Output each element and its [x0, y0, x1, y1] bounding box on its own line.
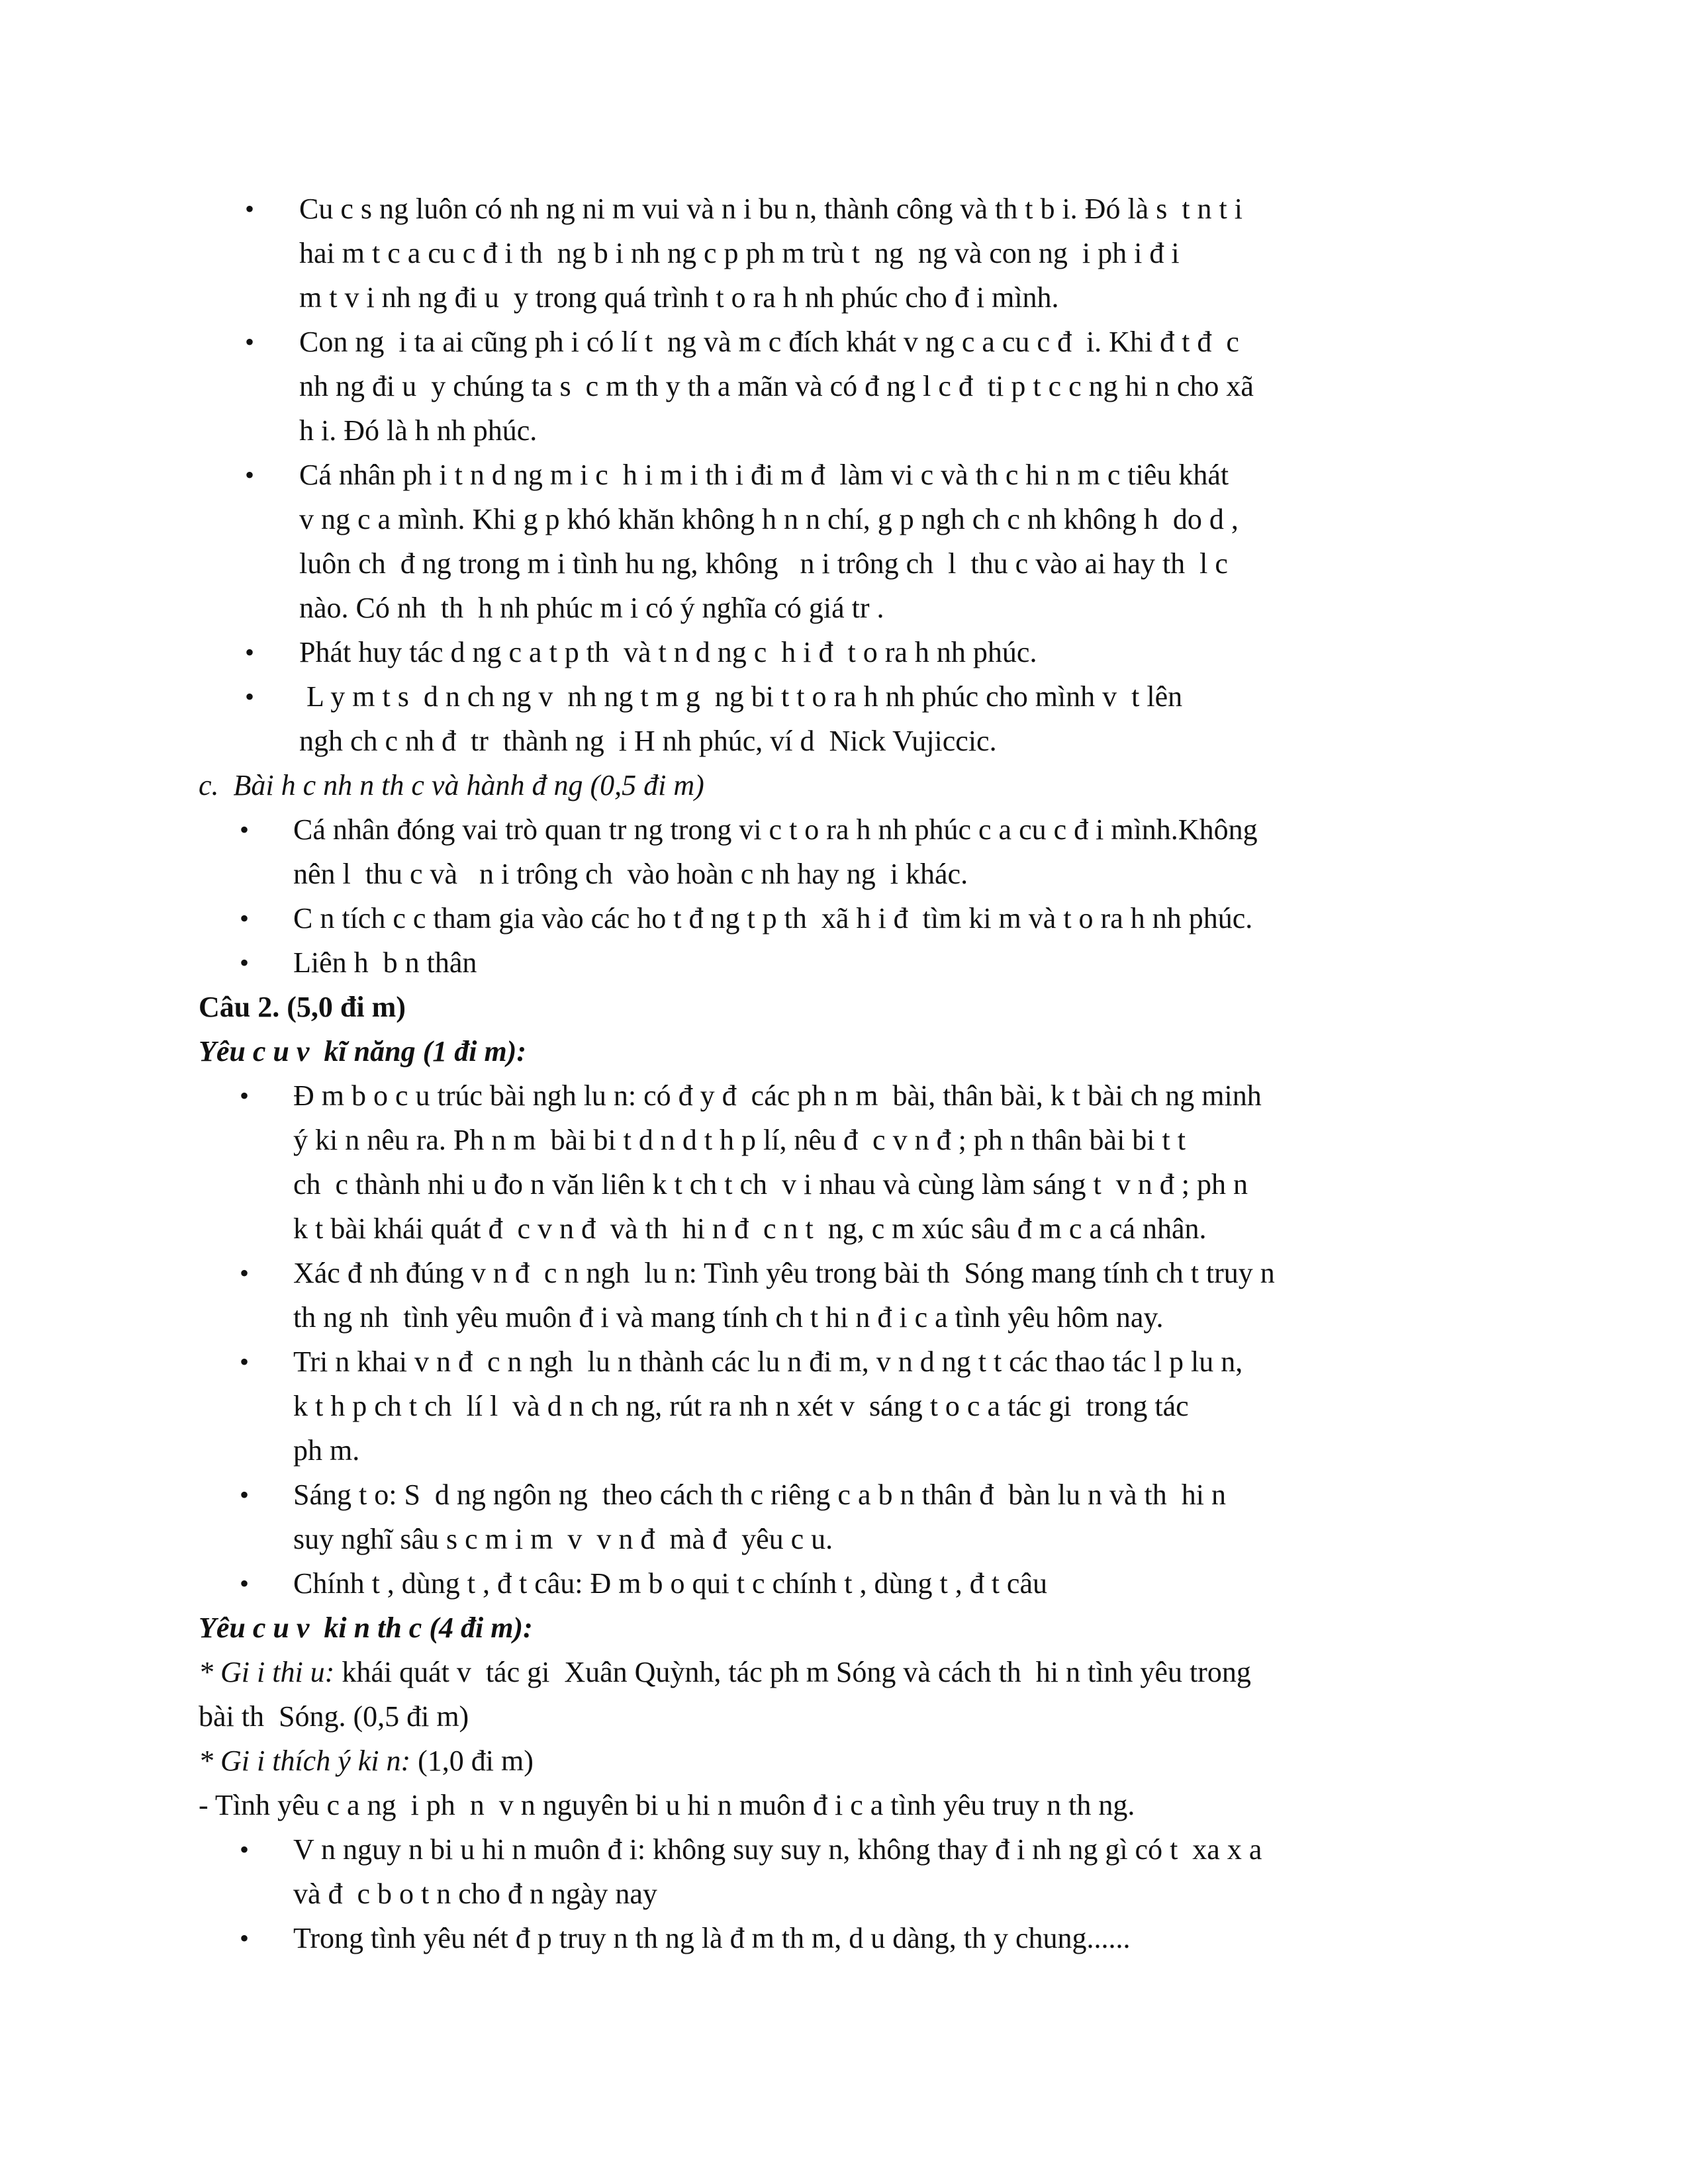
text-line: suy nghĩ sâu s c m i m v v n đ mà đ yêu c u.	[293, 1523, 833, 1555]
text-line: Phát huy tác d ng c a t p th và t n d ng c h i đ t o ra h nh phúc.	[299, 636, 1037, 668]
bullet-icon: •	[240, 1081, 250, 1111]
list-item	[199, 1916, 1489, 1960]
text-line: và đ c b o t n cho đ n ngày nay	[293, 1878, 657, 1910]
bullet-icon: •	[240, 903, 250, 933]
text-line: m t v i nh ng đi u y trong quá trình t o ra h nh phúc cho đ i mình.	[299, 281, 1059, 314]
list-item	[199, 807, 1489, 896]
cau2-heading: Câu 2. (5,0 đi m)	[199, 991, 406, 1023]
text-line: ph m.	[293, 1434, 360, 1467]
text-line: h i. Đó là h nh phúc.	[299, 414, 538, 447]
text-line: L y m t s d n ch ng v nh ng t m g ng bi t t o ra h nh phúc cho mình v t lên	[299, 680, 1183, 713]
section-c-heading: c. Bài h c nh n th c và hành đ ng (0,5 đi m)	[199, 769, 704, 801]
list-item	[199, 1340, 1489, 1473]
list-item	[199, 1827, 1489, 1916]
bullet-icon: •	[240, 948, 250, 978]
text-line: Cá nhân đóng vai trò quan tr ng trong vi c t o ra h nh phúc c a cu c đ i mình.Không	[293, 813, 1258, 846]
list-item	[199, 1073, 1489, 1251]
text-line: Cá nhân ph i t n d ng m i c h i m i th i đi m đ làm vi c và th c hi n m c tiêu khát	[299, 459, 1229, 491]
text-line: Liên h b n thân	[293, 946, 477, 979]
section-c-list	[199, 807, 1489, 985]
gioithieu-text: khái quát v tác gi Xuân Quỳnh, tác ph m Sóng và cách th hi n tình yêu trong	[334, 1656, 1251, 1688]
text-line: Tri n khai v n đ c n ngh lu n thành các lu n đi m, v n d ng t t các thao tác l p lu n,	[293, 1345, 1243, 1378]
text-line: nh ng đi u y chúng ta s c m th y th a mãn và có đ ng l c đ ti p t c c ng hi n cho xã	[299, 370, 1254, 402]
bullet-icon: •	[245, 637, 255, 667]
bullet-icon: •	[245, 682, 255, 711]
bullet-icon: •	[245, 327, 255, 357]
text-line: Xác đ nh đúng v n đ c n ngh lu n: Tình yêu trong bài th Sóng mang tính ch t truy n	[293, 1257, 1275, 1289]
bullet-icon: •	[240, 1835, 250, 1864]
gioithieu-text-cont: bài th Sóng. (0,5 đi m)	[199, 1700, 469, 1733]
kynang-list	[199, 1073, 1489, 1606]
text-line: Trong tình yêu nét đ p truy n th ng là đ m th m, d u dàng, th y chung......	[293, 1922, 1131, 1954]
list-item	[199, 896, 1489, 940]
document-body	[199, 187, 1489, 1960]
list-item	[199, 630, 1489, 674]
text-line: th ng nh tình yêu muôn đ i và mang tính ch t hi n đ i c a tình yêu hôm nay.	[293, 1301, 1164, 1334]
text-line: Sáng t o: S d ng ngôn ng theo cách th c riêng c a b n thân đ bàn lu n và th hi n	[293, 1479, 1226, 1511]
kynang-heading: Yêu c u v kĩ năng (1 đi m):	[199, 1035, 526, 1068]
bullet-icon: •	[245, 194, 255, 224]
text-line: Đ m b o c u trúc bài ngh lu n: có đ y đ các ph n m bài, thân bài, k t bài ch ng minh	[293, 1079, 1262, 1112]
list-item	[199, 674, 1489, 763]
gioithieu-paragraph	[199, 1650, 1489, 1694]
text-line: Con ng i ta ai cũng ph i có lí t ng và m c đích khát v ng c a cu c đ i. Khi đ t đ c	[299, 326, 1239, 358]
text-line: nên l thu c và n i trông ch vào hoàn c nh hay ng i khác.	[293, 858, 968, 890]
text-line: v ng c a mình. Khi g p khó khăn không h n n chí, g p ngh ch c nh không h do d ,	[299, 503, 1239, 535]
text-line: Cu c s ng luôn có nh ng ni m vui và n i bu n, thành công và th t b i. Đó là s t n t i	[299, 193, 1243, 225]
dash-line: - Tình yêu c a ng i ph n v n nguyên bi u hi n muôn đ i c a tình yêu truy n th ng.	[199, 1789, 1135, 1821]
text-line: V n nguy n bi u hi n muôn đ i: không suy suy n, không thay đ i nh ng gì có t xa x a	[293, 1833, 1262, 1866]
final-list	[199, 1827, 1489, 1960]
bullet-icon: •	[240, 1347, 250, 1377]
bullet-icon: •	[240, 1480, 250, 1510]
text-line: C n tích c c tham gia vào các ho t đ ng t p th xã h i đ tìm ki m và t o ra h nh phúc.	[293, 902, 1253, 934]
bullet-icon: •	[240, 1258, 250, 1288]
text-line: Chính t , dùng t , đ t câu: Đ m b o qui t c chính t , dùng t , đ t câu	[293, 1567, 1047, 1600]
text-line: ch c thành nhi u đo n văn liên k t ch t ch v i nhau và cùng làm sáng t v n đ ; ph n	[293, 1168, 1248, 1201]
bullet-icon: •	[245, 460, 255, 490]
giaithich-paragraph	[199, 1739, 1489, 1783]
list-item	[199, 453, 1489, 630]
text-line: ý ki n nêu ra. Ph n m bài bi t d n d t h p lí, nêu đ c v n đ ; ph n thân bài bi t t	[293, 1124, 1186, 1156]
bullet-icon: •	[240, 815, 250, 844]
list-item	[199, 1473, 1489, 1561]
text-line: k t bài khái quát đ c v n đ và th hi n đ c n t ng, c m xúc sâu đ m c a cá nhân.	[293, 1212, 1207, 1245]
text-line: hai m t c a cu c đ i th ng b i nh ng c p ph m trù t ng ng và con ng i ph i đ i	[299, 237, 1180, 269]
giaithich-label: * Gi i thích ý ki n:	[199, 1745, 411, 1777]
kienthuc-heading: Yêu c u v ki n th c (4 đi m):	[199, 1612, 533, 1644]
bullet-icon: •	[240, 1569, 250, 1598]
section1-list	[199, 187, 1489, 763]
text-line: nào. Có nh th h nh phúc m i có ý nghĩa có giá tr .	[299, 592, 884, 624]
text-line: ngh ch c nh đ tr thành ng i H nh phúc, ví d Nick Vujiccic.	[299, 725, 997, 757]
list-item	[199, 187, 1489, 320]
text-line: luôn ch đ ng trong m i tình hu ng, không n i trông ch l thu c vào ai hay th l c	[299, 547, 1228, 580]
list-item	[199, 320, 1489, 453]
list-item	[199, 1561, 1489, 1606]
giaithich-text: (1,0 đi m)	[410, 1745, 534, 1777]
list-item	[199, 940, 1489, 985]
gioithieu-label: * Gi i thi u:	[199, 1656, 335, 1688]
text-line: k t h p ch t ch lí l và d n ch ng, rút ra nh n xét v sáng t o c a tác gi trong tác	[293, 1390, 1189, 1422]
bullet-icon: •	[240, 1923, 250, 1953]
list-item	[199, 1251, 1489, 1340]
